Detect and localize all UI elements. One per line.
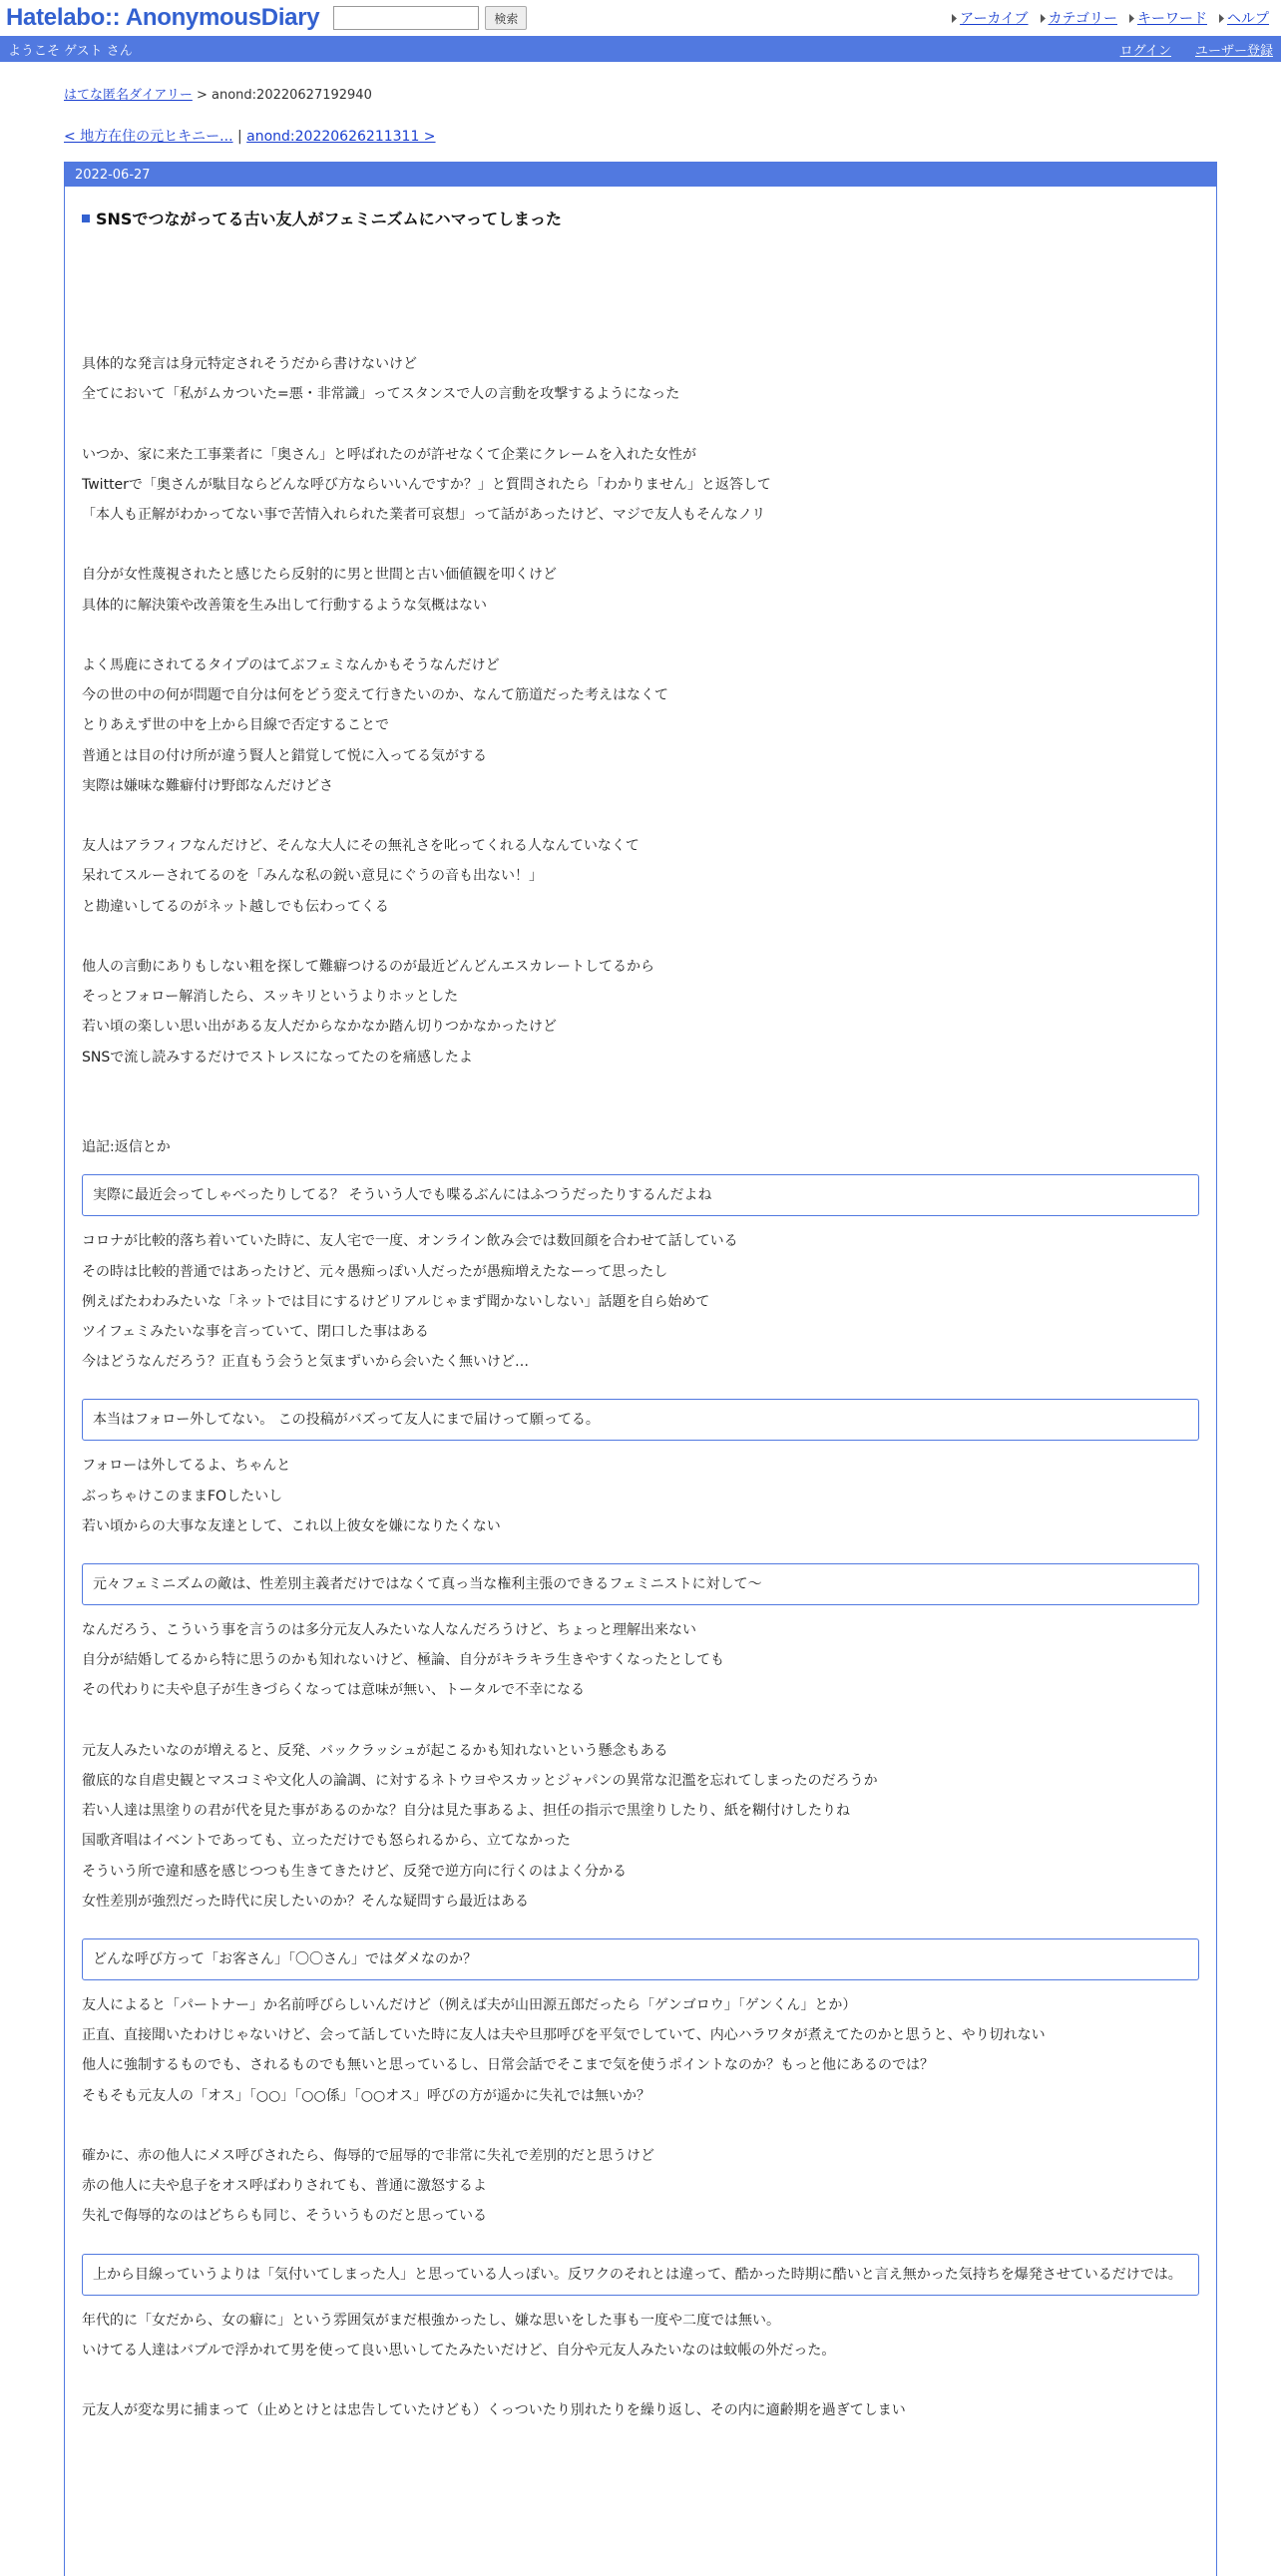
paragraph-6 xyxy=(82,952,1199,1073)
text-line: 「本人も正解がわかってない事で苦情入れられた業者可哀想」って話があったけど、マジで友人もそんなノリ xyxy=(82,507,766,523)
help-link-label: ヘルプ xyxy=(1227,11,1269,27)
text-line: 今はどうなんだろう？正直もう会うと気まずいから会いたく無いけど… xyxy=(82,1354,529,1371)
chevron-right-icon xyxy=(1129,14,1134,23)
archive-link[interactable] xyxy=(952,8,1028,28)
text-line: 若い頃の楽しい思い出がある友人だからなかなか踏ん切りつかなかったけど xyxy=(82,1019,557,1036)
paragraph-2 xyxy=(82,440,1199,531)
category-link[interactable] xyxy=(1041,8,1117,28)
text-line: 元友人みたいなのが増えると、反発、バックラッシュが起こるかも知れないという懸念もある xyxy=(82,1742,668,1759)
text-line: と勘違いしてるのがネット越しでも伝わってくる xyxy=(82,898,389,915)
text-line: 自分が結婚してるから特に思うのかも知れないけど、極論、自分がキラキラ生きやすくなったとしても xyxy=(82,1652,724,1669)
answer-3b xyxy=(82,1736,1199,1917)
text-line: とりあえず世の中を上から目線で否定することで xyxy=(82,717,389,734)
search-button[interactable]: 検索 xyxy=(485,6,527,30)
register-link[interactable]: ユーザー登録 xyxy=(1194,43,1273,59)
text-line: 友人によると「パートナー」か名前呼びらしいんだけど（例えば夫が山田源五郎だったら「ゲンゴロウ」「ゲンくん」とか） xyxy=(82,1997,857,2014)
category-link-label: カテゴリー xyxy=(1048,11,1117,27)
text-line: 若い人達は黒塗りの君が代を見た事があるのかな？自分は見た事あるよ、担任の指示で黒塗りしたり、紙を糊付けしたりね xyxy=(82,1803,850,1820)
text-line: その代わりに夫や息子が生きづらくなっては意味が無い、トータルで不幸になる xyxy=(82,1682,585,1699)
text-line: 例えばたわわみたいな「ネットでは目にするけどリアルじゃまず聞かないしない」話題を自ら始めて xyxy=(82,1293,710,1310)
answer-1 xyxy=(82,1226,1199,1377)
blockquote-2: 本当はフォロー外してない。 この投稿がバズって友人にまで届けって願ってる。 xyxy=(82,1399,1199,1441)
text-line: 今の世の中の何が問題で自分は何をどう変えて行きたいのか、なんて筋道だった考えはなくて xyxy=(82,687,668,704)
postscript-heading: 追記:返信とか xyxy=(82,1139,171,1156)
archive-link-label: アーカイブ xyxy=(960,11,1029,27)
text-line: 赤の他人に夫や息子をオス呼ばわりされても、普通に激怒するよ xyxy=(82,2178,487,2195)
chevron-right-icon xyxy=(1041,14,1046,23)
text-line: そっとフォロー解消したら、スッキリというよりホッとした xyxy=(82,989,459,1006)
answer-3a xyxy=(82,1615,1199,1706)
day-date[interactable]: 2022-06-27 xyxy=(65,163,1216,187)
text-line: いけてる人達はバブルで浮かれて男を使って良い思いしてたみたいだけど、自分や元友人みたいなのは蚊帳の外だった。 xyxy=(82,2342,836,2359)
breadcrumb-root-link[interactable]: はてな匿名ダイアリー xyxy=(64,88,193,103)
text-line: 呆れてスルーされてるのを「みんな私の鋭い意見にぐうの音も出ない！」 xyxy=(82,868,543,885)
text-line: フォローは外してるよ、ちゃんと xyxy=(82,1458,291,1475)
text-line: いつか、家に来た工事業者に「奥さん」と呼ばれたのが許せなくて企業にクレームを入れた女性が xyxy=(82,446,696,463)
paragraph-4 xyxy=(82,650,1199,801)
text-line: SNSで流し読みするだけでストレスになってたのを痛感したよ xyxy=(82,1049,473,1066)
text-line: その時は比較的普通ではあったけど、元々愚痴っぽい人だったが愚痴増えたなーって思ったし xyxy=(82,1263,668,1280)
site-logo[interactable]: Hatelabo:: AnonymousDiary xyxy=(6,4,320,31)
text-line: 徹底的な自虐史観とマスコミや文化人の論調、に対するネトウヨやスカッとジャパンの異常な氾濫を忘れてしまったのだろうか xyxy=(82,1773,878,1789)
paragraph-3 xyxy=(82,560,1199,620)
day-section xyxy=(64,162,1217,2576)
entry-title xyxy=(82,207,1199,229)
text-line: 自分が女性蔑視されたと感じたら反射的に男と世間と古い価値観を叩くけど xyxy=(82,567,557,584)
text-line: ツイフェミみたいな事を言っていて、閉口した事はある xyxy=(82,1323,429,1340)
text-line: 失礼で侮辱的なのはどちらも同じ、そういうものだと思っている xyxy=(82,2208,487,2225)
prev-entry-link[interactable]: < 地方在住の元ヒキニー... xyxy=(64,129,233,145)
entry-title-text: SNSでつながってる古い友人がフェミニズムにハマってしまった xyxy=(96,210,562,228)
text-line: 普通とは目の付け所が違う賢人と錯覚して悦に入ってる気がする xyxy=(82,747,487,764)
blockquote-3: 元々フェミニズムの敵は、性差別主義者だけではなくて真っ当な権利主張のできるフェミニストに対して～ xyxy=(82,1563,1199,1605)
chevron-right-icon xyxy=(1219,14,1224,23)
nav-separator: | xyxy=(232,129,247,145)
text-line: 年代的に「女だから、女の癖に」という雰囲気がまだ根強かったし、嫌な思いをした事も一度や二度では無い。 xyxy=(82,2312,780,2329)
header-links xyxy=(952,8,1269,28)
text-line: そういう所で違和感を感じつつも生きてきたけど、反発で逆方向に行くのはよく分かる xyxy=(82,1863,627,1880)
blockquote-1: 実際に最近会ってしゃべったりしてる？ そういう人でも喋るぶんにはふつうだったりするんだよね xyxy=(82,1174,1199,1216)
breadcrumb xyxy=(64,84,372,103)
text-line: 女性差別が強烈だった時代に戻したいのか？そんな疑問すら最近はある xyxy=(82,1893,529,1910)
text-line: 他人に強制するものでも、されるものでも無いと思っているし、日常会話でそこまで気を使うポイントなのか？もっと他にあるのでは？ xyxy=(82,2057,934,2074)
blockquote-5: 上から目線っていうよりは「気付いてしまった人」と思っている人っぽい。反ワクのそれとは違って、酷かった時期に酷いと言え無かった気持ちを爆発させているだけでは。 xyxy=(82,2254,1199,2296)
paragraph-1 xyxy=(82,349,1199,409)
text-line: よく馬鹿にされてるタイプのはてぶフェミなんかもそうなんだけど xyxy=(82,656,500,673)
text-line: 実際は嫌味な難癖付け野郎なんだけどさ xyxy=(82,777,333,794)
text-line: 元友人が変な男に捕まって（止めとけとは忠告していたけども）くっついたり別れたりを繰り返し、その内に適齢期を過ぎてしまい xyxy=(82,2402,906,2419)
answer-4a xyxy=(82,1990,1199,2111)
text-line: 正直、直接聞いたわけじゃないけど、会って話していた時に友人は夫や旦那呼びを平気でしていて、内心ハラワタが煮えてたのかと思うと、やり切れない xyxy=(82,2027,1046,2044)
text-line: なんだろう、こういう事を言うのは多分元友人みたいな人なんだろうけど、ちょっと理解出来ない xyxy=(82,1622,696,1638)
breadcrumb-separator: > xyxy=(192,88,213,103)
text-line: コロナが比較的落ち着いていた時に、友人宅で一度、オンライン飲み会では数回顔を合わせて話している xyxy=(82,1233,738,1250)
chevron-right-icon xyxy=(952,14,957,23)
login-link[interactable]: ログイン xyxy=(1119,43,1171,59)
text-line: 確かに、赤の他人にメス呼びされたら、侮辱的で屈辱的で非常に失礼で差別的だと思うけど xyxy=(82,2148,654,2165)
help-link[interactable] xyxy=(1219,8,1269,28)
text-line: 具体的な発言は身元特定されそうだから書けないけど xyxy=(82,356,417,372)
text-line: ぶっちゃけこのままFOしたいし xyxy=(82,1488,283,1504)
entry-nav xyxy=(64,126,436,146)
text-line: 若い頃からの大事な友達として、これ以上彼女を嫌になりたくない xyxy=(82,1517,501,1534)
text-line: 他人の言動にありもしない粗を探して難癖つけるのが最近どんどんエスカレートしてるから xyxy=(82,958,654,975)
answer-4b xyxy=(82,2141,1199,2232)
entry-permalink-icon[interactable] xyxy=(82,215,90,222)
next-entry-link[interactable]: anond:20220626211311 > xyxy=(246,129,436,145)
answer-2 xyxy=(82,1451,1199,1541)
text-line: Twitterで「奥さんが駄目ならどんな呼び方ならいいんですか？」と質問されたら「わかりません」と返答して xyxy=(82,476,771,493)
text-line: 国歌斉唱はイベントであっても、立っただけでも怒られるから、立てなかった xyxy=(82,1833,571,1850)
paragraph-5 xyxy=(82,831,1199,922)
answer-5a xyxy=(82,2306,1199,2365)
welcome-text: ようこそ ゲスト さん xyxy=(8,43,133,59)
breadcrumb-current: anond:20220627192940 xyxy=(212,88,372,103)
keyword-link-label: キーワード xyxy=(1137,11,1207,27)
search-input[interactable] xyxy=(333,6,479,30)
entry-body xyxy=(65,187,1216,2425)
keyword-link[interactable] xyxy=(1129,8,1207,28)
user-bar xyxy=(0,36,1281,62)
text-line: 全てにおいて「私がムカついた=悪・非常識」ってスタンスで人の言動を攻撃するようになった xyxy=(82,386,680,403)
top-bar xyxy=(0,0,1281,36)
text-line: 具体的に解決策や改善策を生み出して行動するような気概はない xyxy=(82,597,487,614)
text-line: そもそも元友人の「オス」「○○」「○○係」「○○オス」呼びの方が遥かに失礼では無いか？ xyxy=(82,2087,651,2104)
answer-5b xyxy=(82,2395,1199,2425)
blockquote-4: どんな呼び方って「お客さん」「〇〇さん」ではダメなのか？ xyxy=(82,1938,1199,1980)
text-line: 友人はアラフィフなんだけど、そんな大人にその無礼さを叱ってくれる人なんていなくて xyxy=(82,838,640,855)
